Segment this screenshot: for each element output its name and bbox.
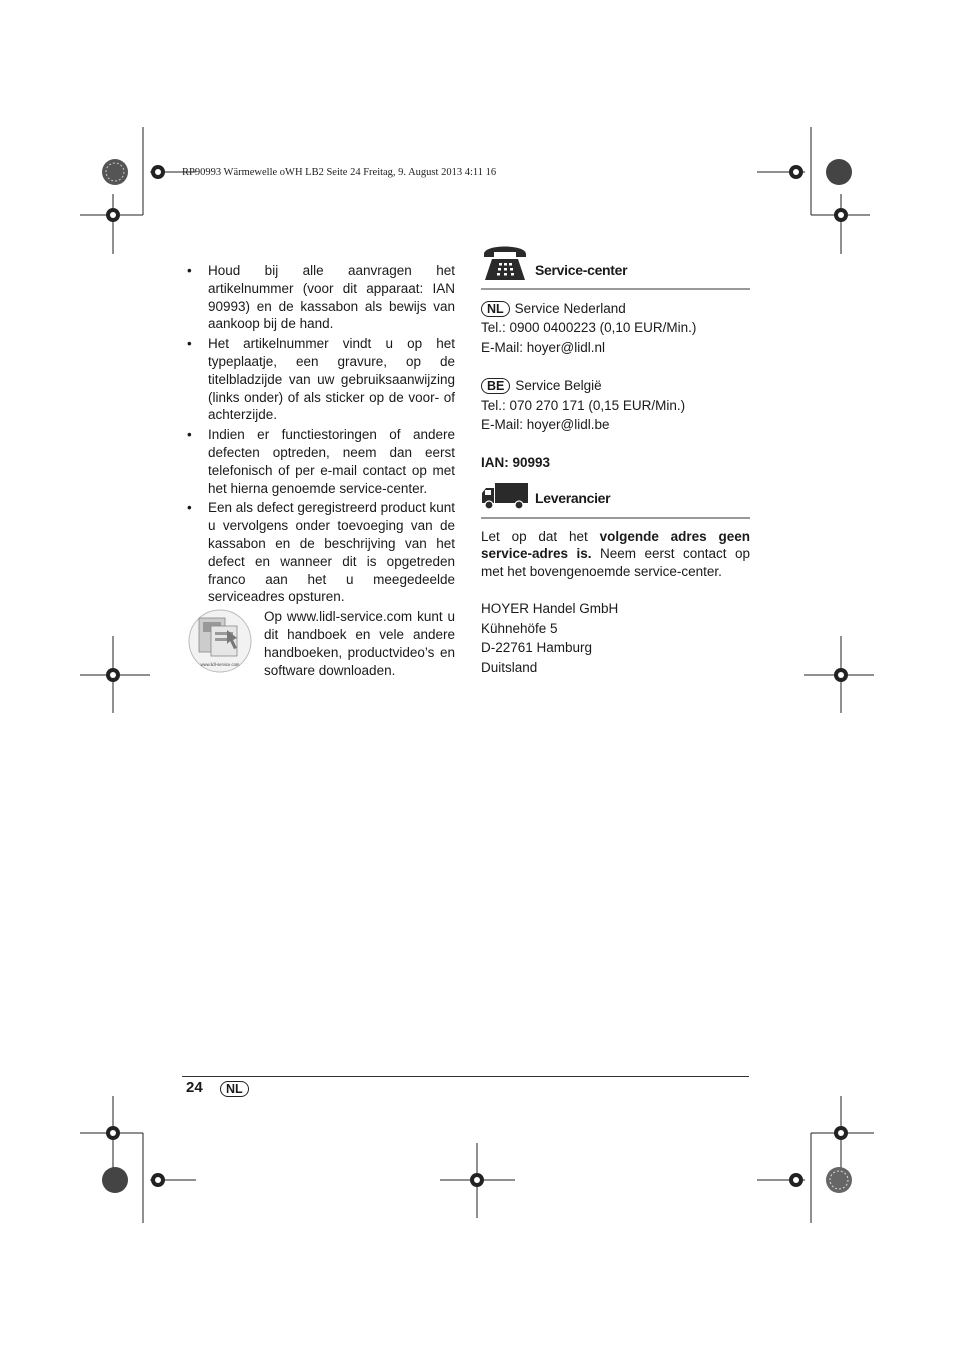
telephone-icon [481,242,529,282]
nl-badge: NL [481,301,510,317]
lidl-service-block [187,608,455,679]
footer-lang-badge: NL [220,1081,249,1097]
list-item-text: Indien er functiestoringen of andere defecten optreden, neem dan eerst telefonisch of per e-mail contact op met het hierna genoemde service-center. [208,427,455,496]
print-header: RP90993 Wärmewelle oWH LB2 Seite 24 Freitag, 9. August 2013 4:11 16 [182,167,497,178]
service-center-heading [481,238,750,290]
list-item [187,262,455,333]
bullet-mark: • [187,500,192,516]
address-line: Kühnehöfe 5 [481,620,558,636]
supplier-note [481,528,750,581]
service-nl-name: Service Nederland [514,301,626,316]
service-be-name-row [481,376,750,395]
ian-number: IAN: 90993 [481,455,551,471]
lidl-service-caption: www.lidl-service.com [200,662,240,668]
supplier-note-bold: volgende adres geen service-adres is. [481,528,750,562]
bullet-mark: • [187,427,192,443]
service-be-tel: Tel.: 070 270 171 (0,15 EUR/Min.) [481,397,686,413]
list-item [187,335,455,424]
right-column [481,238,750,677]
list-item-text: Houd bij alle aanvragen het artikelnummer (voor dit apparaat: IAN 90993) en de kassabon als bewijs van aankoop bij de hand. [208,263,455,332]
supplier-note-suffix: Neem eerst contact op met het bovengenoemde service-center. [481,546,750,579]
list-item-text: Een als defect geregistreerd product kunt u vervolgens onder toevoeging van de kassabon en de beschrijving van het defect en wanneer dit is opgetreden franco aan het u meegedeelde serviceadres opsturen. [208,500,455,605]
lidl-service-icon [187,608,253,674]
service-be-email: E-Mail: hoyer@lidl.be [481,417,610,433]
address-line: HOYER Handel GmbH [481,601,619,617]
service-be-name: Service België [515,378,602,394]
service-nl-name-row [481,299,750,318]
service-nl-email: E-Mail: hoyer@lidl.nl [481,339,605,355]
left-column [187,262,455,679]
lidl-service-text: Op www.lidl-service.com kunt u dit handboek en vele andere handboeken, productvideo’s en software downloaden. [264,609,455,678]
supplier-heading [481,473,750,519]
footer-rule [182,1076,749,1077]
supplier-title: Leverancier [535,490,611,507]
list-item-text: Het artikelnummer vindt u op het typeplaatje, een gravure, op de titelbladzijde van uw gebruiksaanwijzing (links onder) of als sticker op de voor- of achterzijde. [208,336,455,423]
address-line: D-22761 Hamburg [481,640,593,656]
service-nl-tel: Tel.: 0900 0400223 (0,10 EUR/Min.) [481,320,697,336]
page-number: 24 [186,1079,203,1096]
bullet-mark: • [187,336,192,352]
supplier-note-prefix: Let op dat het [481,528,600,544]
address-line: Duitsland [481,659,538,675]
list-item [187,426,455,497]
truck-icon [481,481,529,511]
list-item [187,499,455,606]
service-center-title: Service-center [535,261,628,278]
bullet-mark: • [187,263,192,278]
be-badge: BE [481,378,510,394]
